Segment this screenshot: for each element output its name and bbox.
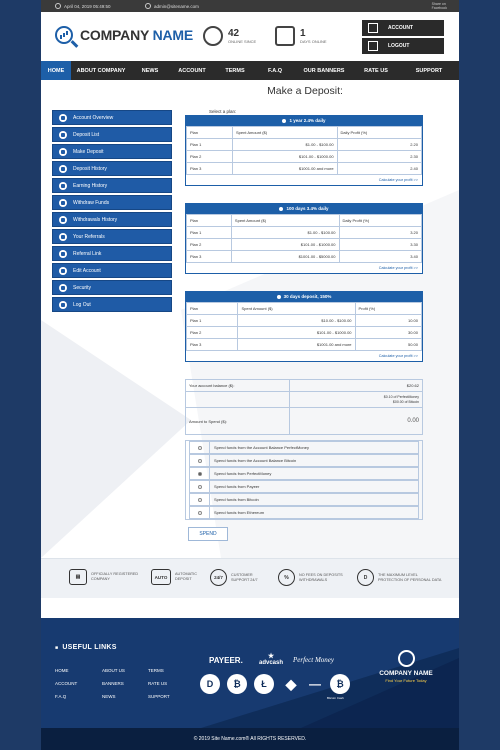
plan-name: 30 days deposit, 150%: [283, 294, 332, 299]
footer-link-account[interactable]: ACCOUNT: [55, 681, 78, 686]
page-title: Make a Deposit:: [267, 85, 343, 97]
cell: 3.20: [339, 227, 422, 239]
option-label: Spend funds from the Account Balance PerfectMoney: [214, 445, 309, 450]
table-row: [187, 315, 422, 327]
list-icon: [59, 131, 67, 139]
advcash-logo: [259, 654, 283, 666]
power-icon: [59, 301, 67, 309]
balance-box: [185, 379, 423, 435]
perfect-money-logo: Perfect Money: [293, 656, 335, 664]
table-row: [187, 163, 422, 175]
col-amount: Spent Amount ($): [238, 303, 355, 315]
logout-button[interactable]: [362, 38, 444, 54]
sidebar-label: Your Referrals: [73, 233, 105, 240]
nav-news[interactable]: NEWS: [141, 67, 159, 74]
spend-button[interactable]: SPEND: [188, 527, 228, 541]
balance-detail-bitcoin: $00.00 of Bitcoin: [392, 399, 419, 404]
table-header-row: [187, 303, 422, 315]
feature-label: [299, 573, 355, 583]
lock-icon: [59, 284, 67, 292]
select-plan-label: Select a plan:: [209, 109, 237, 114]
table-header-row: [187, 127, 422, 139]
withdrawals-icon: [59, 216, 67, 224]
plan-header[interactable]: [186, 292, 422, 302]
table-row: [187, 251, 422, 263]
deposit-icon: [59, 148, 67, 156]
option-radio[interactable]: [198, 459, 202, 463]
sidebar-label: Earning History: [73, 182, 108, 189]
nav-support[interactable]: SUPPORT: [415, 67, 443, 74]
table-row: [187, 327, 422, 339]
cell: 3.40: [339, 251, 422, 263]
feature-line: DEPOSIT: [175, 577, 192, 581]
footer-link-home[interactable]: HOME: [55, 668, 69, 673]
support-icon: 24/7: [210, 569, 227, 586]
balance-detail-row: [186, 392, 422, 408]
table-row: [187, 239, 422, 251]
balance-detail-perfectmoney: $0.10 of PerfectMoney: [383, 395, 419, 399]
overview-icon: [59, 114, 67, 122]
features-strip: [41, 558, 459, 598]
spend-options: [185, 440, 423, 520]
plan-card-1: [185, 115, 423, 186]
cell: 30.00: [355, 327, 421, 339]
days-label: DAYS ONLINE: [300, 38, 327, 44]
litecoin-icon: Ł: [254, 674, 274, 694]
feature-line: AUTOMATIC: [175, 572, 198, 576]
footer-link-news[interactable]: NEWS: [102, 694, 116, 699]
edit-icon: [59, 267, 67, 275]
footer-link-terms[interactable]: TERMS: [148, 668, 164, 673]
plan-header[interactable]: [186, 204, 422, 214]
option-label: Spend funds from Bitcoin: [214, 497, 259, 502]
online-count: 42: [228, 27, 240, 39]
sidebar-label: Deposit History: [73, 165, 107, 172]
footer-logo-name: COMPANY NAME: [379, 670, 433, 677]
footer-link-faq[interactable]: F.A.Q: [55, 694, 67, 699]
sidebar-item-edit-account[interactable]: [52, 263, 172, 278]
plan-table: [186, 214, 422, 263]
online-stat: [203, 26, 256, 46]
feature-line: WITHDRAWALS: [299, 577, 328, 582]
balance-label: Your account balance ($):: [186, 380, 290, 391]
feature-line: THE MAXIMUM LEVEL: [378, 572, 418, 577]
bitcoin-icon: ₿: [227, 674, 247, 694]
spend-option[interactable]: [189, 480, 419, 493]
col-profit: Profit (%): [355, 303, 421, 315]
amount-input[interactable]: 0.00: [407, 418, 419, 424]
col-plan: Plan: [187, 215, 232, 227]
sidebar-label: Referral Link: [73, 250, 102, 257]
sidebar-item-your-referrals[interactable]: [52, 229, 172, 244]
sidebar-item-make-deposit[interactable]: [52, 144, 172, 159]
cell: Plan 3: [187, 251, 232, 263]
email-info[interactable]: [145, 3, 199, 9]
footer-link-banners[interactable]: BANNERS: [102, 681, 124, 686]
table-row: [187, 339, 422, 351]
nav-account[interactable]: ACCOUNT: [178, 67, 206, 74]
calculate-profit-link[interactable]: Calculate your profit >>: [378, 266, 418, 270]
header: [41, 12, 459, 60]
admin-email[interactable]: admin@sitename.com: [154, 3, 199, 9]
top-bar: [41, 0, 459, 12]
clock-icon: [55, 3, 61, 9]
percent-icon: %: [278, 569, 295, 586]
cell: 2.30: [337, 151, 421, 163]
logout-button-label: LOGOUT: [388, 43, 410, 49]
col-plan: Plan: [187, 303, 238, 315]
amount-row: [186, 408, 422, 434]
feature-registered: [69, 569, 143, 585]
earning-icon: [59, 182, 67, 190]
cell: Plan 1: [187, 139, 233, 151]
page: [41, 0, 459, 750]
plan-table: [186, 302, 422, 351]
calendar-icon: [275, 26, 295, 46]
table-row: [187, 227, 422, 239]
mail-icon: [145, 3, 151, 9]
footer-link-support[interactable]: SUPPORT: [148, 694, 170, 699]
sidebar-label: Account Overview: [73, 114, 114, 121]
feature-label: [231, 573, 283, 583]
shield-icon: D: [357, 569, 374, 586]
cell: 2.20: [337, 139, 421, 151]
sidebar-item-referral-link[interactable]: [52, 246, 172, 261]
feature-support: [210, 569, 283, 586]
payeer-logo: PAYEER.: [209, 656, 243, 665]
feature-line: COMPANY: [91, 577, 110, 581]
plan-card-2: [185, 203, 423, 274]
cell: $1001.00 and more: [238, 339, 355, 351]
footer-link-about[interactable]: ABOUT US: [102, 668, 125, 673]
account-button-label: ACCOUNT: [388, 25, 413, 31]
sidebar-item-withdrawals-history[interactable]: [52, 212, 172, 227]
nav-terms[interactable]: TERMS: [225, 67, 245, 74]
cell: $101.00 - $1000.00: [232, 151, 337, 163]
cell: Plan 2: [187, 151, 233, 163]
plan-radio[interactable]: [282, 119, 286, 123]
sidebar-label: Make Deposit: [73, 148, 104, 155]
cell: 3.30: [339, 239, 422, 251]
table-header-row: [187, 215, 422, 227]
option-label: Spend funds from PerfectMoney: [214, 471, 272, 476]
plan-card-3: [185, 291, 423, 362]
current-date: April 04, 2019 05:49:50: [64, 3, 111, 9]
balance-details: [290, 392, 422, 407]
sidebar-item-deposit-history[interactable]: [52, 161, 172, 176]
spend-option[interactable]: [189, 454, 419, 467]
sidebar-item-account-overview[interactable]: [52, 110, 172, 125]
sidebar-label: Log Out: [73, 301, 91, 308]
spend-option[interactable]: [189, 493, 419, 506]
amount-label: Amount to Spend ($):: [186, 408, 290, 434]
sidebar-label: Withdraw Funds: [73, 199, 110, 206]
table-row: [187, 139, 422, 151]
calculate-profit-link[interactable]: Calculate your profit >>: [378, 354, 418, 358]
main-content: [41, 80, 459, 558]
plan-table: [186, 126, 422, 175]
cell: Plan 2: [187, 327, 238, 339]
referrals-icon: [59, 233, 67, 241]
col-amount: Spent Amount ($): [231, 215, 339, 227]
days-stat: [275, 26, 327, 46]
plan-header[interactable]: [186, 116, 422, 126]
option-radio-selected[interactable]: [198, 472, 202, 476]
facebook-share[interactable]: [432, 2, 447, 10]
date-info: [55, 3, 111, 9]
spend-option[interactable]: [189, 441, 419, 454]
feature-label: [378, 573, 456, 583]
logo[interactable]: [55, 26, 193, 44]
feature-line: PROTECTION OF PERSONAL DATA: [378, 577, 442, 582]
col-profit: Daily Profit (%): [337, 127, 421, 139]
logo-text: [80, 27, 193, 43]
feature-line: OFFICIALLY REGISTERED: [91, 572, 139, 576]
table-row: [187, 151, 422, 163]
link-icon: [59, 250, 67, 258]
sidebar-label: Withdrawals History: [73, 216, 118, 223]
feature-no-fees: [278, 569, 355, 586]
bitcoin-cash-icon: ₿: [330, 674, 350, 694]
feature-line: CUSTOMER: [231, 572, 253, 577]
star-icon: ★: [267, 653, 275, 660]
sidebar-label: Deposit List: [73, 131, 100, 138]
history-icon: [59, 165, 67, 173]
cell: 10.00: [355, 315, 421, 327]
sidebar-item-security[interactable]: [52, 280, 172, 295]
footer-magnifier-icon: [398, 650, 415, 667]
footer-tagline: Find Your Future Today: [385, 678, 427, 683]
globe-icon: [203, 26, 223, 46]
bitcoin-cash-label: Bitcoin Cash: [327, 696, 344, 700]
cell: $10.00 - $100.00: [238, 315, 355, 327]
ethereum-icon: ◆: [285, 675, 297, 692]
plan-name: 100 days 3.4% daily: [286, 206, 329, 211]
nav-home[interactable]: HOME: [41, 61, 71, 80]
main-nav: [41, 61, 459, 80]
sidebar-item-log-out[interactable]: [52, 297, 172, 312]
cell: Plan 1: [187, 227, 232, 239]
cell: $1.00 - $100.00: [232, 139, 337, 151]
dash-icon: —: [309, 677, 321, 691]
logout-icon: [368, 41, 378, 51]
feature-line: NO FEES ON DEPOSITS: [299, 572, 343, 577]
cell: $1001.00 - $5000.00: [231, 251, 339, 263]
feature-protection: [357, 569, 456, 586]
plan-radio[interactable]: [277, 295, 281, 299]
cell: Plan 1: [187, 315, 238, 327]
account-sidebar: [52, 110, 172, 314]
online-label: ONLINE SINCE: [228, 38, 257, 44]
auto-icon: AUTO: [151, 569, 171, 585]
cell: 50.00: [355, 339, 421, 351]
nav-rate-us[interactable]: RATE US: [364, 67, 388, 74]
cell: $1001.00 and more: [232, 163, 337, 175]
social-label: Share on: [431, 2, 446, 6]
sidebar-item-withdraw-funds[interactable]: [52, 195, 172, 210]
nav-banners[interactable]: OUR BANNERS: [303, 67, 345, 74]
col-profit: Daily Profit (%): [339, 215, 422, 227]
calculate-profit-link[interactable]: Calculate your profit >>: [378, 178, 418, 182]
sidebar-label: Edit Account: [73, 267, 101, 274]
option-radio[interactable]: [198, 446, 202, 450]
blank-cell: [186, 392, 290, 407]
login-icon: [368, 23, 378, 33]
plan-name: 1 year 2.4% daily: [289, 118, 326, 123]
cell: $101.00 - $1000.00: [231, 239, 339, 251]
withdraw-icon: [59, 199, 67, 207]
advcash-text: advcash: [259, 660, 284, 666]
cell: Plan 3: [187, 339, 238, 351]
feature-label: [91, 572, 143, 582]
sidebar-item-deposit-list[interactable]: [52, 127, 172, 142]
cell: Plan 3: [187, 163, 233, 175]
footer-logo[interactable]: [371, 650, 441, 683]
col-plan: Plan: [187, 127, 233, 139]
option-radio[interactable]: [198, 498, 202, 502]
social-network[interactable]: Facebook: [431, 6, 447, 10]
cell: 2.40: [337, 163, 421, 175]
balance-value: $20.62: [406, 383, 419, 388]
sidebar-item-earning-history[interactable]: [52, 178, 172, 193]
copyright: © 2019 Site Name.com® All RIGHTS RESERVED.: [41, 728, 459, 750]
logo-word-1: COMPANY: [80, 27, 149, 43]
cell: $1.00 - $100.00: [231, 227, 339, 239]
logo-magnifier-icon: [55, 26, 73, 44]
certificate-icon: ▤: [69, 569, 87, 585]
feature-line: SUPPORT 24/7: [231, 577, 258, 582]
footer-link-rate-us[interactable]: RATE US: [148, 681, 168, 686]
dash-coin-icon: D: [200, 674, 220, 694]
nav-faq[interactable]: F.A.Q: [267, 67, 283, 74]
account-button[interactable]: [362, 20, 444, 36]
cell: $101.00 - $1000.00: [238, 327, 355, 339]
plan-radio[interactable]: [279, 207, 283, 211]
option-radio[interactable]: [198, 511, 202, 515]
option-label: Spend funds from Payeer: [214, 484, 260, 489]
footer: [41, 618, 459, 750]
logo-word-2: NAME: [152, 27, 193, 43]
days-count: 1: [300, 27, 306, 39]
sidebar-label: Security: [73, 284, 92, 291]
spend-option[interactable]: [189, 506, 419, 519]
col-amount: Spent Amount ($): [232, 127, 337, 139]
option-radio[interactable]: [198, 485, 202, 489]
nav-about[interactable]: ABOUT COMPANY: [76, 67, 126, 74]
cell: Plan 2: [187, 239, 232, 251]
option-label: Spend funds from Ethereum: [214, 510, 265, 515]
balance-row: [186, 380, 422, 392]
useful-links-heading: ■ USEFUL LINKS: [55, 644, 117, 651]
option-label: Spend funds from the Account Balance Bitcoin: [214, 458, 297, 463]
spend-option-selected[interactable]: [189, 467, 419, 480]
